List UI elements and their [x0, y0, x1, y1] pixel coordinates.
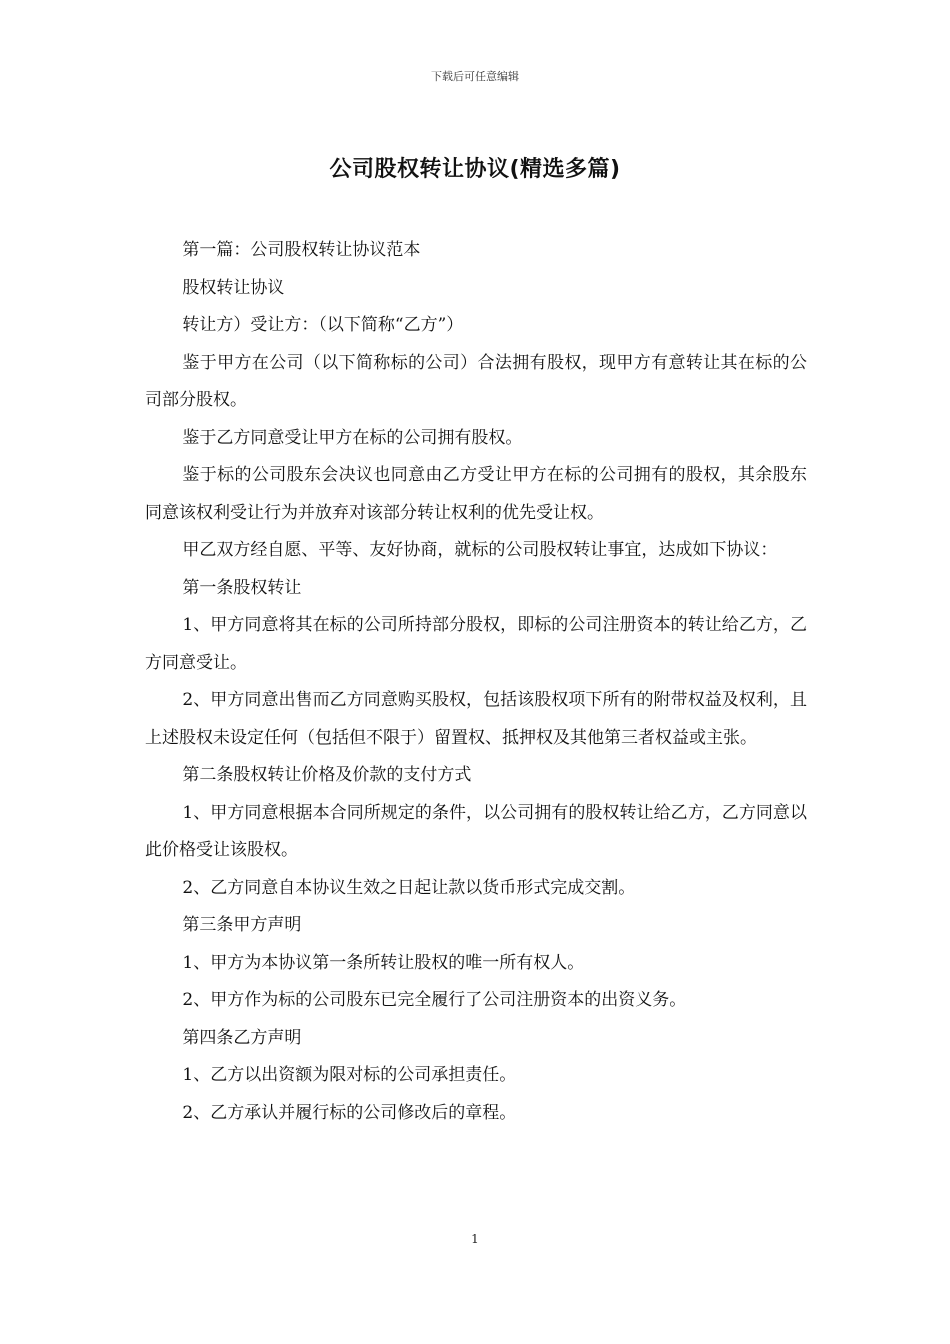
paragraph: 1、甲方同意根据本合同所规定的条件，以公司拥有的股权转让给乙方，乙方同意以此价格受让该股权。: [145, 802, 807, 860]
paragraph: 2、甲方作为标的公司股东已完全履行了公司注册资本的出资义务。: [182, 990, 687, 1010]
paragraph: 第四条乙方声明: [182, 1027, 302, 1048]
paragraph: 股权转让协议: [182, 277, 285, 298]
document-body: [145, 232, 807, 1132]
paragraph: 第三条甲方声明: [182, 915, 302, 935]
paragraph: 1、乙方以出资额为限对标的公司承担责任。: [182, 1065, 517, 1085]
paragraph: 2、乙方承认并履行标的公司修改后的章程。: [182, 1102, 517, 1123]
paragraph: 1、甲方为本协议第一条所转让股权的唯一所有权人。: [182, 952, 585, 973]
page-number: 1: [471, 1232, 479, 1246]
paragraph: 甲乙双方经自愿、平等、友好协商，就标的公司股权转让事宜，达成如下协议：: [182, 540, 778, 560]
paragraph: 第一篇：公司股权转让协议范本: [182, 240, 421, 260]
paragraph: 转让方）受让方：（以下简称“乙方”）: [182, 315, 464, 335]
paragraph: 第一条股权转让: [182, 577, 302, 598]
paragraph: 2、甲方同意出售而乙方同意购买股权，包括该股权项下所有的附带权益及权利，且上述股权未设定任何（包括但不限于）留置权、抵押权及其他第三者权益或主张。: [145, 690, 807, 748]
document-title: 公司股权转让协议(精选多篇): [329, 157, 621, 182]
paragraph: 1、甲方同意将其在标的公司所持部分股权，即标的公司注册资本的转让给乙方，乙方同意受让。: [145, 615, 807, 673]
paragraph: 鉴于标的公司股东会决议也同意由乙方受让甲方在标的公司拥有的股权，其余股东同意该权利受让行为并放弃对该部分转让权利的优先受让权。: [145, 465, 807, 523]
paragraph: 2、乙方同意自本协议生效之日起让款以货币形式完成交割。: [182, 877, 636, 898]
paragraph: 鉴于甲方在公司（以下简称标的公司）合法拥有股权，现甲方有意转让其在标的公司部分股权。: [145, 352, 807, 410]
header-note: 下载后可任意编辑: [431, 70, 519, 83]
paragraph: 鉴于乙方同意受让甲方在标的公司拥有股权。: [182, 427, 523, 448]
paragraph: 第二条股权转让价格及价款的支付方式: [182, 765, 472, 785]
